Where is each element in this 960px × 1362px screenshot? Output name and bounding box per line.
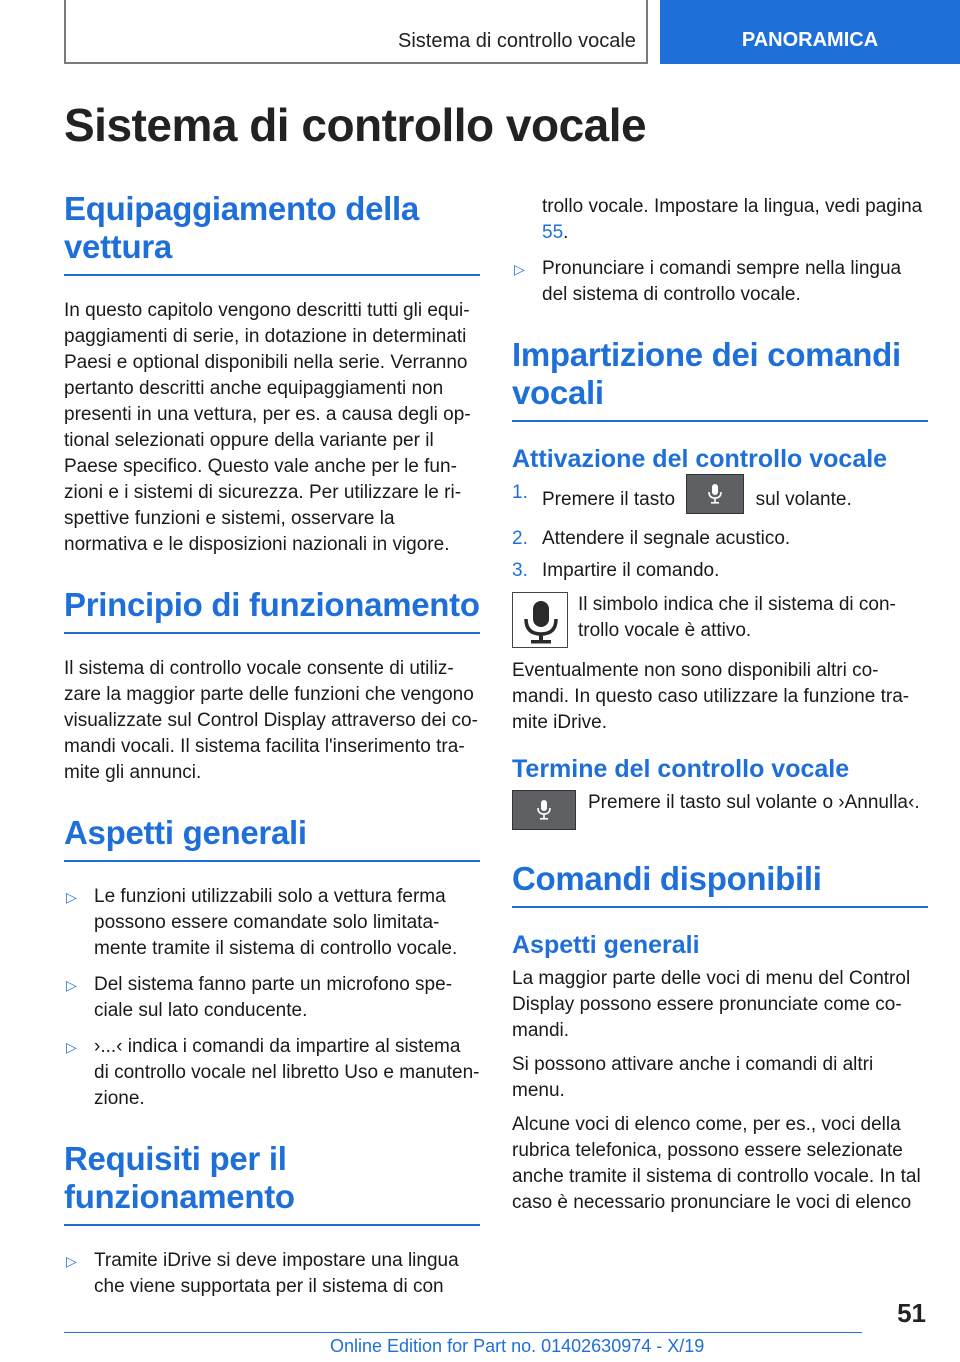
step-item: 3. Impartire il comando. xyxy=(512,560,720,581)
section-comandi xyxy=(512,860,928,1216)
triangle-bullet-icon: ▷ xyxy=(66,977,77,993)
voice-active-symbol-row xyxy=(512,592,928,648)
attivazione-steps xyxy=(512,480,928,584)
step-item: 1. Premere il tasto sul volante. xyxy=(512,480,928,520)
section-requisiti-cont xyxy=(512,194,928,308)
triangle-bullet-icon: ▷ xyxy=(514,261,525,277)
aspetti-list xyxy=(64,884,480,1112)
requisiti-list-cont xyxy=(512,256,928,308)
requisiti-continuation: trollo vocale. Impostare la lingua, vedi pagina 55. xyxy=(542,196,923,243)
microphone-icon xyxy=(513,593,569,649)
voice-active-description: Il simbolo indica che il sistema di controllo vocale è attivo. xyxy=(578,594,896,641)
heading-attivazione: Attivazione del controllo vocale xyxy=(512,445,888,473)
header-section-title: Sistema di controllo vocale xyxy=(398,30,636,52)
microphone-icon xyxy=(536,799,552,821)
list-item: ▷ Pronunciare i comandi sempre nella lingua del sistema di controllo vocale. xyxy=(514,258,902,305)
page-link[interactable]: 55 xyxy=(542,222,564,243)
termine-text: Premere il tasto sul volante o ›Annulla‹. xyxy=(588,792,920,813)
microphone-icon xyxy=(707,483,723,505)
list-item: ▷ ›...‹ indica i comandi da impartire al sistema di controllo vocale nel libretto Uso e manutenzione. xyxy=(66,1036,480,1109)
comandi-p2: Si possono attivare anche i comandi di altri menu. xyxy=(512,1054,874,1101)
body-principio: Il sistema di controllo vocale consente di utilizzare la maggior parte delle funzioni che vengono visualizzate sul Control Display attraverso dei comandi vocali. Il sistema facilita l'inserimento tramite gli annunci. xyxy=(64,658,478,783)
section-principio xyxy=(64,586,480,786)
voice-key-button xyxy=(686,474,744,514)
heading-aspetti-generali: Aspetti generali xyxy=(64,814,480,862)
page-number: 51 xyxy=(897,1298,926,1328)
requisiti-list xyxy=(64,1248,480,1300)
heading-requisiti: Requisiti per il funzionamento xyxy=(64,1140,480,1226)
attivazione-note: Eventualmente non sono disponibili altri comandi. In questo caso utilizzare la funzione tramite iDrive. xyxy=(512,660,910,733)
heading-comandi-aspetti: Aspetti generali xyxy=(512,931,700,959)
list-item: ▷ Del sistema fanno parte un microfono speciale sul lato conducente. xyxy=(66,974,453,1021)
header-tab-panoramica[interactable]: PANORAMICA xyxy=(660,0,960,64)
page-title: Sistema di controllo vocale xyxy=(64,99,647,151)
heading-principio: Principio di funzionamento xyxy=(64,586,480,634)
triangle-bullet-icon: ▷ xyxy=(66,889,77,905)
voice-key-button xyxy=(512,790,576,830)
right-column xyxy=(512,194,928,1224)
list-item: ▷ Tramite iDrive si deve impostare una lingua che viene supportata per il sistema di con xyxy=(66,1250,459,1297)
list-item: ▷ Le funzioni utilizzabili solo a vettura ferma possono essere comandate solo limitatamente tramite il sistema di controllo vocale. xyxy=(66,886,458,959)
comandi-p1: La maggior parte delle voci di menu del Control Display possono essere pronunciate come comandi. xyxy=(512,968,911,1041)
heading-equipaggiamento: Equipaggiamento della vettura xyxy=(64,190,480,276)
section-aspetti-generali xyxy=(64,814,480,1112)
left-column xyxy=(64,190,480,1328)
triangle-bullet-icon: ▷ xyxy=(66,1039,77,1055)
termine-row xyxy=(512,790,928,830)
heading-termine: Termine del controllo vocale xyxy=(512,755,850,783)
body-equipaggiamento: In questo capitolo vengono descritti tutti gli equipaggiamenti di serie, in dotazione in determinati Paesi e optional disponibili nella serie. Verranno pertanto descritti anche equipaggiamenti non presenti in una vettura, per es. a causa degli optional selezionati oppure della variante per il Paese specifico. Questo vale anche per le funzioni e i sistemi di sicurezza. Per utilizzare le rispettive funzioni e sistemi, osservare la normativa e le disposizioni nazionali in vigore. xyxy=(64,300,471,555)
triangle-bullet-icon: ▷ xyxy=(66,1253,77,1269)
voice-active-symbol xyxy=(512,592,568,648)
heading-comandi: Comandi disponibili xyxy=(512,860,928,908)
heading-impartizione: Impartizione dei comandi vocali xyxy=(512,336,928,422)
section-impartizione xyxy=(512,336,928,830)
section-equipaggiamento xyxy=(64,190,480,558)
step-item: 2. Attendere il segnale acustico. xyxy=(512,528,791,549)
footer-edition: Online Edition for Part no. 01402630974 - X/19 xyxy=(330,1336,705,1356)
footer-divider xyxy=(64,1332,862,1333)
section-requisiti xyxy=(64,1140,480,1300)
comandi-p3: Alcune voci di elenco come, per es., voci della rubrica telefonica, possono essere selezionate anche tramite il sistema di controllo vocale. In tal caso è necessario pronunciare le voci di elenco xyxy=(512,1114,921,1213)
